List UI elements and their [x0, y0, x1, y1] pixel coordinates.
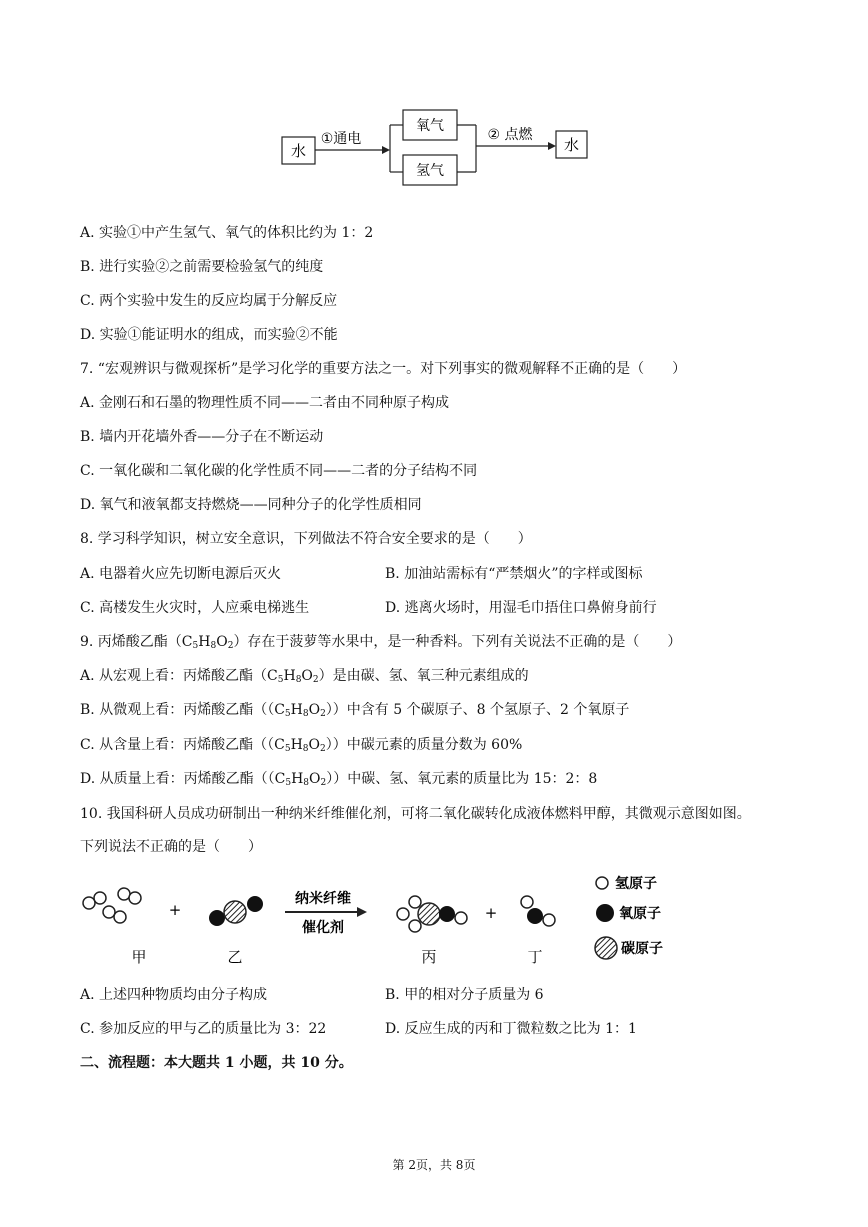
q9-option-c: C. 从含量上看：丙烯酸乙酯$((C_5H_8O_2))$中碳元素的质量分数为 60% — [80, 737, 523, 754]
q6-option-c: C. 两个实验中发生的反应均属于分解反应 — [80, 293, 338, 309]
legend-oxygen-atom: 氧原子 — [619, 906, 661, 922]
q6-option-d: D. 实验①能证明水的组成，而实验②不能 — [80, 327, 338, 343]
q7-option-d: D. 氧气和液氧都支持燃烧——同种分子的化学性质相同 — [80, 497, 422, 513]
q10-stem-line1: 10. 我国科研人员成功研制出一种纳米纤维催化剂，可将二氧化碳转化成液体燃料甲醇，其微观示意图如图。 — [80, 806, 751, 822]
label-yi: 乙 — [227, 948, 243, 966]
q9-option-b: B. 从微观上看：丙烯酸乙酯$((C_5H_8O_2))$中含有 5 个碳原子、8 个氢原子、2 个氧原子 — [80, 702, 630, 719]
q10-option-b: B. 甲的相对分子质量为 6 — [385, 987, 544, 1003]
q8-option-a: A. 电器着火应先切断电源后灭火 — [80, 566, 282, 582]
q10-option-c: C. 参加反应的甲与乙的质量比为 3：22 — [80, 1021, 327, 1037]
molecule-yi-co2 — [209, 896, 263, 926]
molecule-ding-water — [521, 896, 555, 926]
arrow-label-top: 纳米纤维 — [295, 891, 351, 907]
q7-option-b: B. 墙内开花墙外香——分子在不断运动 — [80, 429, 324, 445]
q7-option-c: C. 一氧化碳和二氧化碳的化学性质不同——二者的分子结构不同 — [80, 463, 478, 479]
reaction-microscopic-diagram — [75, 868, 695, 973]
legend-carbon-atom: 碳原子 — [621, 941, 663, 957]
q6-option-a: A. 实验①中产生氢气、氧气的体积比约为 1：2 — [80, 225, 374, 241]
q10-stem-line2: 下列说法不正确的是（ ） — [80, 839, 262, 855]
label-bing: 丙 — [421, 948, 437, 966]
q8-option-d: D. 逃离火场时，用湿毛巾捂住口鼻俯身前行 — [385, 600, 657, 616]
q9-stem: 9. 丙烯酸乙酯$(C_5H_8O_2)$存在于菠萝等水果中，是一种香料。下列有关说法不正确的是（ ） — [80, 634, 682, 651]
q10-option-d: D. 反应生成的丙和丁微粒数之比为 1：1 — [385, 1021, 637, 1037]
label-ding: 丁 — [527, 948, 543, 966]
q6-option-b: B. 进行实验②之前需要检验氢气的纯度 — [80, 259, 324, 275]
molecule-bing-methanol — [397, 896, 467, 932]
q8-stem: 8. 学习科学知识，树立安全意识，下列做法不符合安全要求的是（ ） — [80, 531, 532, 547]
ignition-step-label: ② 点燃 — [487, 127, 533, 143]
q9-option-d: D. 从质量上看：丙烯酸乙酯$((C_5H_8O_2))$中碳、氢、氧元素的质量比为 15：2：8 — [80, 771, 598, 788]
q10-option-a: A. 上述四种物质均由分子构成 — [80, 987, 268, 1003]
electrolysis-step-label: ①通电 — [320, 131, 362, 147]
q7-stem: 7. “宏观辨识与微观探析”是学习化学的重要方法之一。对下列事实的微观解释不正确的是（ ） — [80, 361, 687, 377]
plus-sign-2: + — [484, 904, 498, 922]
q7-option-a: A. 金刚石和石墨的物理性质不同——二者由不同种原子构成 — [80, 395, 450, 411]
water-input-label: 水 — [290, 142, 307, 160]
label-jia: 甲 — [131, 948, 147, 966]
atom-legend — [595, 875, 663, 959]
water-output-label: 水 — [563, 136, 580, 154]
arrow-label-bottom: 催化剂 — [302, 920, 344, 936]
molecule-jia-hydrogen — [83, 888, 141, 923]
q8-option-b: B. 加油站需标有“严禁烟火”的字样或图标 — [385, 566, 643, 582]
legend-hydrogen-atom: 氢原子 — [615, 876, 657, 892]
hydrogen-label: 氢气 — [416, 163, 444, 179]
oxygen-label: 氧气 — [416, 118, 444, 134]
electrolysis-flow-diagram — [270, 100, 600, 195]
page-footer: 第 2页，共 8页 — [392, 1158, 476, 1172]
plus-sign-1: + — [168, 901, 182, 919]
q9-option-a: A. 从宏观上看：丙烯酸乙酯$(C_5H_8O_2)$是由碳、氢、氧三种元素组成的 — [80, 668, 529, 685]
section-2-heading: 二、流程题：本大题共 1 小题，共 10 分。 — [80, 1055, 353, 1071]
q8-option-c: C. 高楼发生火灾时，人应乘电梯逃生 — [80, 600, 310, 616]
